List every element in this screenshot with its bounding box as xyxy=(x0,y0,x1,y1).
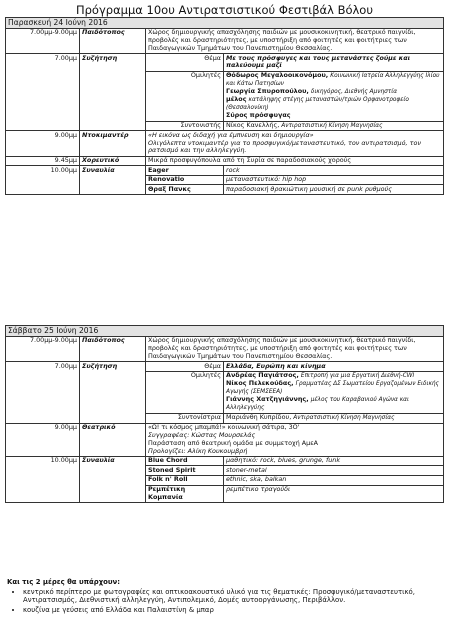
day1-theme-label: Θέμα xyxy=(146,54,224,71)
footer-list xyxy=(7,588,443,615)
day1-kids-time: 7.00μμ-9.00μμ xyxy=(6,29,80,54)
day1-header-row xyxy=(6,18,444,29)
footer-list-item: • κεντρικό περίπτερο με φωτογραφίες και οπτικοακουστικό υλικό για τις θεματικές: Προσφυγικό/μεταναστευτικό, Αντιρατσισμός, Διεθνιστική αλληλεγγύη, Αντιπολεμικό, Δομές αυτοοργάνωσης, Περιβάλλον. xyxy=(23,588,443,605)
day1-kids-row xyxy=(6,29,444,54)
day2-speakers-label: Ομιλητές xyxy=(146,371,224,413)
day1-speakers-list xyxy=(224,71,444,121)
day1-band-style: rock xyxy=(224,166,444,176)
day2-concert-time: 10.00μμ xyxy=(6,456,80,502)
day2-speaker1-name: Ανδρέας Παγιάτσος, xyxy=(226,371,299,380)
day1-documentary-row xyxy=(6,131,444,156)
day1-talk-category: Συζήτηση xyxy=(80,54,146,131)
day1-band-name: Renovatio xyxy=(146,175,224,185)
day2-band-style: μαθητικό: rock, blues, grunge, funk xyxy=(224,456,444,466)
day1-coordinator xyxy=(224,121,444,131)
day2-kids-category: Παιδότοπος xyxy=(80,337,146,362)
day1-documentary-description: Ολιγόλεπτα ντοκιμαντέρ για το προσφυγικό/μεταναστευτικό, τον αντιρατσισμό, τον ρατσισμό και την αλληλεγγύη. xyxy=(148,138,421,155)
day2-speakers-list xyxy=(224,371,444,413)
day2-speaker2-role: Γραμματέας ΔΣ Σωματείου Εργαζομένων Ειδικής Αγωγής (ΣΕΜΣΕΕΑ) xyxy=(226,381,439,396)
day2-coordinator-label: Συντονίστρια xyxy=(146,413,224,423)
day1-schedule-table xyxy=(5,17,444,195)
day2-play-group: Παράσταση από θεατρική ομάδα με συμμετοχή ΑμεΑ xyxy=(148,438,319,447)
day2-coordinator xyxy=(224,413,444,423)
day1-dance-time: 9.45μμ xyxy=(6,156,80,166)
day2-band-name: Stoned Spirit xyxy=(146,466,224,476)
day1-documentary-title: «Η εικόνα ως διδαχή για έμπνευση και δημιουργία» xyxy=(148,130,314,139)
day2-talk-theme-row xyxy=(6,362,444,372)
day2-theatre-row xyxy=(6,423,444,456)
day2-schedule-table xyxy=(5,325,444,503)
day1-documentary-info xyxy=(146,131,444,156)
day2-play-writer: Συγγραφέας: Κώστας Μουρσελάς xyxy=(148,430,256,439)
day2-header-row xyxy=(6,326,444,337)
day1-speaker1-role: Κοινωνική Ιατρεία Αλληλεγγύης Ιλίου και Κάτω Πατησίων xyxy=(226,73,440,88)
day1-theme: Με τους πρόσφυγες και τους μετανάστες ζούμε και παλεύουμε μαζί xyxy=(224,54,444,71)
page-title: Πρόγραμμα 10ου Αντιρατσιστικού Φεστιβάλ Βόλου xyxy=(75,3,373,17)
day2-band-name: Ρεμπέτικη Κομπανία xyxy=(146,485,224,502)
day1-band-style: μεταναστευτικό: hip hop xyxy=(224,175,444,185)
day2-talk-category: Συζήτηση xyxy=(80,362,146,424)
day2-band-name: Folk n' Roll xyxy=(146,476,224,486)
day2-theatre-category: Θεατρικό xyxy=(80,423,146,456)
day2-kids-row xyxy=(6,337,444,362)
day2-coordinator-name: Μαριάνθη Κυπρίδου, xyxy=(226,413,292,422)
day1-speaker4-name: Σύρος πρόσφυγας xyxy=(226,111,291,120)
day2-speaker3-role: μέλος του Καραβανιού Αγώνα και Αλληλεγγύης xyxy=(226,397,409,412)
day2-band-name: Blue Chord xyxy=(146,456,224,466)
day2-theme-label: Θέμα xyxy=(146,362,224,372)
day2-speaker3-name: Γιάννης Χατζηγιάννης, xyxy=(226,395,309,404)
footer-heading: Και τις 2 μέρες θα υπάρχουν: xyxy=(7,578,120,586)
day1-documentary-category: Ντοκιμαντέρ xyxy=(80,131,146,156)
day1-speaker2-role: δικηγόρος, Διεθνής Αμνηστία xyxy=(310,89,398,96)
day1-band-style: παραδοσιακή θρακιώτικη μουσική σε punk ρυθμούς xyxy=(224,185,444,195)
day2-kids-description: Χώρος δημιουργικής απασχόλησης παιδιών με μουσικοκινητική, θεατρικό παιγνίδι, προβολές και δραστηριότητες, με υποστήριξη από φοιτητές και φοιτήτριες των Παιδαγωγικών Τμημάτων του Πανεπιστημίου Θεσσαλίας. xyxy=(146,337,444,362)
day2-theme: Ελλάδα, Ευρώπη και κίνημα xyxy=(224,362,444,372)
day1-concert-category: Συναυλία xyxy=(80,166,146,195)
day1-coordinator-label: Συντονιστής xyxy=(146,121,224,131)
footer-notes xyxy=(7,578,443,616)
day2-talk-time: 7.00μμ xyxy=(6,362,80,424)
day1-band-name: Θραξ Πανκς xyxy=(146,185,224,195)
day2-header: Σάββατο 25 Ιούνη 2016 xyxy=(6,326,444,337)
day1-kids-category: Παιδότοπος xyxy=(80,29,146,54)
day2-band-row xyxy=(6,456,444,466)
day1-coordinator-name: Νίκος Κανελλής, xyxy=(226,120,280,129)
day1-speaker3-role: κατάληψης στέγης μεταναστών/τριών Ορφανοτροφείο (Θεσσαλονίκη) xyxy=(226,97,409,112)
day1-coordinator-role: Αντιρατσιστική Κίνηση Μαγνησίας xyxy=(281,122,383,129)
day1-speaker1-name: Θόδωρος Μεγαλοοικονόμου, xyxy=(226,71,329,80)
footer-list-item: • κουζίνα με γεύσεις από Ελλάδα και Παλαιστίνη & μπαρ xyxy=(23,606,443,615)
day1-dance-description: Μικρά προσφυγόπουλα από τη Συρία σε παραδοσιακούς χορούς xyxy=(146,156,444,166)
day2-concert-category: Συναυλία xyxy=(80,456,146,502)
day2-theatre-info xyxy=(146,423,444,456)
day2-band-style: stoner-metal xyxy=(224,466,444,476)
day2-play-prologue: Προλογίζει: Αλίκη Κουκουμβρή xyxy=(148,446,248,455)
day1-speaker2-name: Γεωργία Σπυροπούλου, xyxy=(226,87,309,96)
day2-band-style: ethnic, ska, balkan xyxy=(224,476,444,486)
day1-documentary-time: 9.00μμ xyxy=(6,131,80,156)
day1-talk-time: 7.00μμ xyxy=(6,54,80,131)
day2-speaker1-role: Επιτροπή για μια Εργατική Διεθνή-CWI xyxy=(300,373,415,380)
day2-kids-time: 7.00μμ-9.00μμ xyxy=(6,337,80,362)
day1-speaker3-name: μέλος xyxy=(226,95,247,104)
day1-talk-theme-row xyxy=(6,54,444,71)
day2-band-style: ρεμπέτικο τραγούδι xyxy=(224,485,444,502)
day1-dance-category: Χορευτικό xyxy=(80,156,146,166)
day2-play-title: «Ω! τι κόσμος μπαμπά!» κοινωνική σάτιρα, 3Ο' xyxy=(148,423,300,432)
day1-dance-row xyxy=(6,156,444,166)
day2-speaker2-name: Νίκος Πελεκούδας, xyxy=(226,379,294,388)
day1-speakers-label: Ομιλητές xyxy=(146,71,224,121)
day1-band-row xyxy=(6,166,444,176)
day1-header: Παρασκευή 24 Ιούνη 2016 xyxy=(6,18,444,29)
day2-coordinator-role: Αντιρατσιστική Κίνηση Μαγνησίας xyxy=(293,415,395,422)
day1-concert-time: 10.00μμ xyxy=(6,166,80,195)
day2-theatre-time: 9.00μμ xyxy=(6,423,80,456)
day1-band-name: Eager xyxy=(146,166,224,176)
day1-kids-description: Χώρος δημιουργικής απασχόλησης παιδιών με μουσικοκινητική, θεατρικό παιγνίδι, προβολές και δραστηριότητες, με υποστήριξη από φοιτητές και φοιτήτριες των Παιδαγωγικών Τμημάτων του Πανεπιστημίου Θεσσαλίας. xyxy=(146,29,444,54)
